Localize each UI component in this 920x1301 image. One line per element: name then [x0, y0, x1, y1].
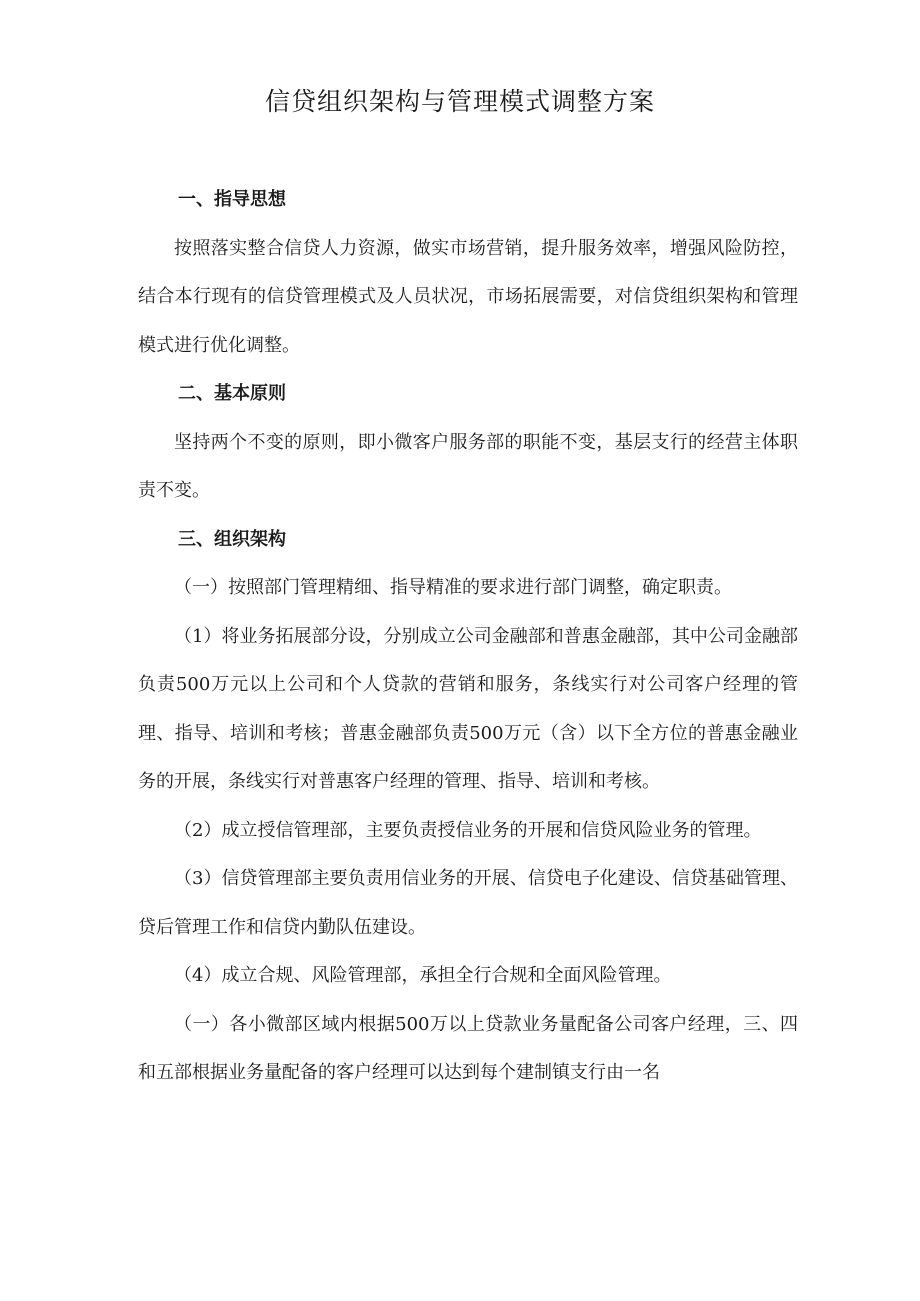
paragraph: 坚持两个不变的原则，即小微客户服务部的职能不变，基层支行的经营主体职责不变。: [138, 431, 798, 501]
section-heading-guiding-ideology: 一、指导思想: [178, 189, 286, 210]
paragraph: （一）按照部门管理精细、指导精准的要求进行部门调整，确定职责。: [174, 577, 732, 598]
paragraph: （1）将业务拓展部分设，分别成立公司金融部和普惠金融部，其中公司金融部负责500万元以上公司和个人贷款的营销和服务，条线实行对公司客户经理的管理、指导、培训和考核；普惠金融部负责500万元（含）以下全方位的普惠金融业务的开展，条线实行对普惠客户经理的管理、指导、培训和考核。: [138, 625, 798, 792]
section-heading-org-structure: 三、组织架构: [178, 528, 286, 550]
document-title: 信贷组织架构与管理模式调整方案: [264, 87, 655, 116]
paragraph: （4）成立合规、风险管理部，承担全行合规和全面风险管理。: [174, 965, 672, 986]
paragraph: （2）成立授信管理部，主要负责授信业务的开展和信贷风险业务的管理。: [174, 819, 762, 841]
section-heading-basic-principles: 二、基本原则: [178, 383, 286, 404]
paragraph: 按照落实整合信贷人力资源，做实市场营销，提升服务效率，增强风险防控，结合本行现有的信贷管理模式及人员状况，市场拓展需要，对信贷组织架构和管理模式进行优化调整。: [138, 237, 798, 356]
paragraph: （一）各小微部区域内根据500万以上贷款业务量配备公司客户经理，三、四和五部根据业务量配备的客户经理可以达到每个建制镇支行由一名: [138, 1013, 798, 1083]
paragraph: （3）信贷管理部主要负责用信业务的开展、信贷电子化建设、信贷基础管理、贷后管理工作和信贷内勤队伍建设。: [138, 868, 798, 938]
document-body: [138, 176, 798, 1098]
